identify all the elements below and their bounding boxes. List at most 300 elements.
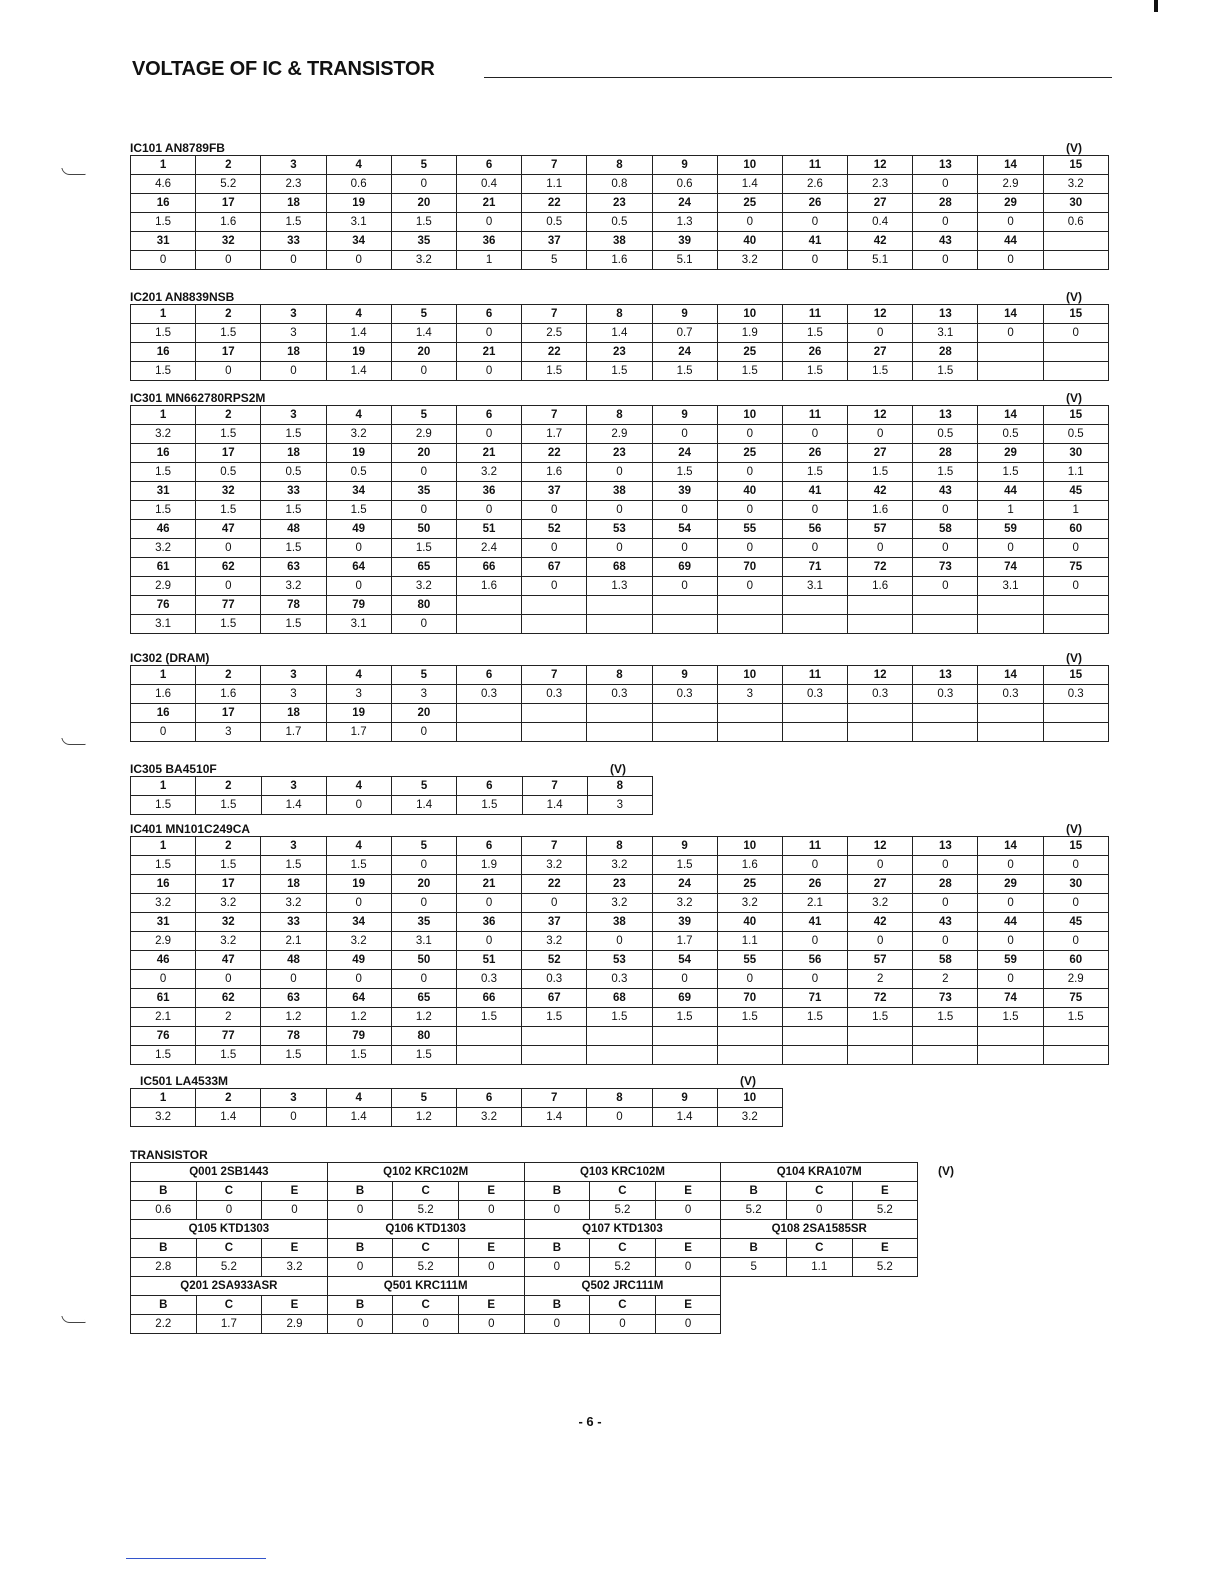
- pin-number-cell: 30: [1043, 875, 1108, 894]
- pin-number-cell: 4: [326, 156, 391, 175]
- voltage-cell: 0: [717, 425, 782, 444]
- pin-number-cell: [978, 704, 1043, 723]
- voltage-cell: 1.6: [456, 577, 521, 596]
- voltage-cell: 0: [913, 894, 978, 913]
- voltage-cell: 0: [717, 539, 782, 558]
- ic-section: [130, 1074, 783, 1127]
- pin-number-cell: 58: [913, 951, 978, 970]
- voltage-cell: 0: [391, 723, 456, 742]
- pin-number-cell: 30: [1043, 194, 1108, 213]
- pin-number-cell: 70: [717, 989, 782, 1008]
- transistor-name: Q103 KRC102M: [524, 1163, 721, 1182]
- pin-number-cell: 58: [913, 520, 978, 539]
- voltage-cell: [652, 615, 717, 634]
- pin-number-cell: 2: [196, 156, 261, 175]
- pin-number-cell: 34: [326, 232, 391, 251]
- ic-name: IC302 (DRAM): [130, 651, 210, 665]
- voltage-cell: 3: [717, 685, 782, 704]
- voltage-cell: 0: [1043, 324, 1108, 343]
- voltage-cell: 1.4: [326, 1108, 391, 1127]
- pin-label: B: [131, 1182, 197, 1201]
- pin-number-cell: 13: [913, 837, 978, 856]
- ic-name: IC201 AN8839NSB: [130, 290, 235, 304]
- voltage-cell: 1.5: [848, 1008, 913, 1027]
- pin-number-cell: 43: [913, 232, 978, 251]
- voltage-cell: 1.6: [131, 685, 196, 704]
- pin-number-cell: 8: [587, 406, 652, 425]
- voltage-cell: [978, 723, 1043, 742]
- pin-number-cell: 54: [652, 951, 717, 970]
- pin-number-cell: 5: [391, 406, 456, 425]
- title-rule: [484, 77, 1112, 78]
- pin-number-cell: 2: [196, 406, 261, 425]
- pin-number-row: [131, 837, 1109, 856]
- voltage-cell: 0: [131, 723, 196, 742]
- voltage-cell: 3.2: [717, 1108, 782, 1127]
- voltage-cell: 1.6: [196, 213, 261, 232]
- voltage-cell: 0: [913, 175, 978, 194]
- voltage-cell: 1.5: [978, 463, 1043, 482]
- voltage-cell: 0: [848, 425, 913, 444]
- voltage-cell: 0: [196, 251, 261, 270]
- voltage-cell: [522, 615, 587, 634]
- pin-number-cell: 39: [652, 913, 717, 932]
- ic-section-header: [130, 290, 1108, 304]
- voltage-cell: 4.6: [131, 175, 196, 194]
- pin-number-cell: [587, 1027, 652, 1046]
- pin-number-cell: 8: [587, 1089, 652, 1108]
- pin-number-cell: 16: [131, 444, 196, 463]
- voltage-cell: 0: [131, 970, 196, 989]
- pin-number-cell: [587, 704, 652, 723]
- voltage-table: [130, 155, 1109, 270]
- voltage-cell: 3.2: [717, 894, 782, 913]
- transistor-name: Q104 KRA107M: [721, 1163, 918, 1182]
- voltage-cell: 1.5: [391, 539, 456, 558]
- voltage-cell: 3: [587, 796, 652, 815]
- pin-number-cell: 7: [522, 406, 587, 425]
- pin-number-cell: 37: [522, 232, 587, 251]
- voltage-cell: 0: [655, 1315, 721, 1334]
- voltage-cell: 1.4: [717, 175, 782, 194]
- voltage-cell: 2.3: [261, 175, 326, 194]
- voltage-cell: 0: [1043, 856, 1108, 875]
- voltage-cell: 1.5: [131, 856, 196, 875]
- voltage-cell: [913, 1046, 978, 1065]
- pin-number-cell: 41: [782, 232, 847, 251]
- voltage-table: [130, 665, 1109, 742]
- voltage-cell: 3.2: [131, 894, 196, 913]
- voltage-cell: 0: [717, 463, 782, 482]
- pin-number-cell: 76: [131, 1027, 196, 1046]
- ic-section: [130, 141, 1109, 270]
- pin-number-cell: 14: [978, 156, 1043, 175]
- pin-number-cell: [456, 1027, 521, 1046]
- voltage-cell: 1.1: [522, 175, 587, 194]
- pin-number-cell: 21: [456, 343, 521, 362]
- voltage-cell: 1.4: [392, 796, 457, 815]
- pin-number-cell: 5: [391, 837, 456, 856]
- voltage-cell: 1.5: [261, 615, 326, 634]
- voltage-cell: 0: [655, 1258, 721, 1277]
- pin-number-cell: [1043, 704, 1108, 723]
- pin-number-cell: 75: [1043, 558, 1108, 577]
- voltage-cell: 3: [391, 685, 456, 704]
- pin-number-cell: 70: [717, 558, 782, 577]
- unit-label: (V): [740, 1074, 756, 1088]
- pin-number-cell: [913, 596, 978, 615]
- voltage-row: [131, 723, 1109, 742]
- pin-number-cell: 3: [261, 1089, 326, 1108]
- empty-cell: [721, 1315, 918, 1334]
- pin-number-cell: 5: [391, 666, 456, 685]
- pin-number-cell: 32: [196, 482, 261, 501]
- voltage-cell: 1.4: [522, 1108, 587, 1127]
- ic-name: IC301 MN662780RPS2M: [130, 391, 266, 405]
- pin-number-cell: 6: [456, 156, 521, 175]
- voltage-cell: 2.8: [131, 1258, 197, 1277]
- pin-number-cell: 63: [261, 558, 326, 577]
- voltage-cell: 1.5: [522, 362, 587, 381]
- pin-number-cell: 13: [913, 305, 978, 324]
- voltage-cell: 1.5: [457, 796, 522, 815]
- pin-number-cell: 2: [196, 837, 261, 856]
- pin-number-cell: 62: [196, 558, 261, 577]
- pin-number-row: [131, 875, 1109, 894]
- voltage-cell: 0: [458, 1315, 524, 1334]
- voltage-cell: 1.2: [391, 1008, 456, 1027]
- voltage-cell: 3.1: [913, 324, 978, 343]
- voltage-cell: 0: [326, 577, 391, 596]
- voltage-cell: 3.2: [391, 251, 456, 270]
- pin-number-cell: 73: [913, 989, 978, 1008]
- voltage-cell: 5: [721, 1258, 787, 1277]
- voltage-cell: 1.5: [782, 1008, 847, 1027]
- voltage-cell: 0.6: [326, 175, 391, 194]
- pin-number-cell: 69: [652, 989, 717, 1008]
- voltage-cell: 0.5: [196, 463, 261, 482]
- voltage-cell: 0.8: [587, 175, 652, 194]
- unit-label: (V): [1066, 290, 1082, 304]
- voltage-cell: 3.1: [391, 932, 456, 951]
- pin-number-cell: 67: [522, 989, 587, 1008]
- transistor-name: Q105 KTD1303: [131, 1220, 328, 1239]
- pin-number-cell: 59: [978, 951, 1043, 970]
- voltage-cell: 0: [524, 1201, 590, 1220]
- pin-number-cell: 47: [196, 520, 261, 539]
- voltage-row: [131, 1046, 1109, 1065]
- pin-number-row: [131, 1027, 1109, 1046]
- pin-number-cell: 14: [978, 305, 1043, 324]
- voltage-cell: 3.2: [262, 1258, 328, 1277]
- pin-number-cell: 38: [587, 482, 652, 501]
- voltage-cell: 0: [524, 1258, 590, 1277]
- transistor-name: Q106 KTD1303: [327, 1220, 524, 1239]
- voltage-cell: 5.1: [652, 251, 717, 270]
- pin-number-cell: 76: [131, 596, 196, 615]
- voltage-cell: 1.6: [848, 577, 913, 596]
- transistor-name-row: [131, 1220, 918, 1239]
- voltage-cell: 1.5: [391, 213, 456, 232]
- pin-number-cell: 3: [261, 406, 326, 425]
- voltage-cell: 0: [848, 539, 913, 558]
- voltage-cell: 2.9: [1043, 970, 1108, 989]
- pin-number-cell: [978, 343, 1043, 362]
- pin-number-cell: 35: [391, 913, 456, 932]
- voltage-table: [130, 1088, 783, 1127]
- pin-label: E: [655, 1296, 721, 1315]
- voltage-cell: 1.5: [326, 1046, 391, 1065]
- pin-number-row: [131, 777, 653, 796]
- voltage-cell: 0: [978, 856, 1043, 875]
- pin-number-cell: 67: [522, 558, 587, 577]
- pin-number-cell: 44: [978, 232, 1043, 251]
- voltage-cell: 1.5: [196, 324, 261, 343]
- voltage-cell: [456, 615, 521, 634]
- pin-number-cell: 20: [391, 875, 456, 894]
- pin-label: C: [196, 1239, 262, 1258]
- voltage-cell: 0: [848, 856, 913, 875]
- pin-number-cell: 66: [456, 989, 521, 1008]
- voltage-cell: 0: [786, 1201, 852, 1220]
- pin-number-cell: 35: [391, 482, 456, 501]
- pin-number-cell: 55: [717, 520, 782, 539]
- pin-number-cell: 68: [587, 989, 652, 1008]
- pin-number-cell: 23: [587, 343, 652, 362]
- voltage-cell: 0: [391, 463, 456, 482]
- pin-number-cell: 24: [652, 444, 717, 463]
- voltage-cell: 0: [587, 1108, 652, 1127]
- pin-number-cell: 78: [261, 1027, 326, 1046]
- pin-number-cell: 19: [326, 444, 391, 463]
- voltage-cell: 0: [522, 894, 587, 913]
- voltage-cell: 5.2: [393, 1201, 459, 1220]
- pin-number-cell: 38: [587, 913, 652, 932]
- pin-label: E: [262, 1182, 328, 1201]
- voltage-cell: 0.3: [848, 685, 913, 704]
- pin-number-cell: 24: [652, 194, 717, 213]
- pin-number-cell: 40: [717, 232, 782, 251]
- voltage-cell: 0.3: [587, 970, 652, 989]
- pin-number-cell: 53: [587, 520, 652, 539]
- voltage-cell: [848, 615, 913, 634]
- pin-number-cell: 8: [587, 156, 652, 175]
- voltage-cell: 3.2: [196, 894, 261, 913]
- pin-number-cell: 17: [196, 704, 261, 723]
- empty-cell: [721, 1296, 918, 1315]
- voltage-cell: [652, 723, 717, 742]
- pin-number-cell: 48: [261, 951, 326, 970]
- pin-number-cell: [652, 1027, 717, 1046]
- pin-number-cell: [522, 1027, 587, 1046]
- pin-label: E: [655, 1182, 721, 1201]
- corner-mark: [1154, 0, 1158, 12]
- pin-number-cell: 61: [131, 558, 196, 577]
- pin-number-cell: [782, 596, 847, 615]
- pin-number-cell: [1043, 596, 1108, 615]
- pin-number-cell: 3: [261, 666, 326, 685]
- ic-section: [130, 651, 1109, 742]
- pin-number-cell: 43: [913, 913, 978, 932]
- transistor-table: [130, 1162, 918, 1334]
- voltage-cell: 3.2: [652, 894, 717, 913]
- pin-label: E: [458, 1296, 524, 1315]
- voltage-cell: [1043, 251, 1108, 270]
- transistor-name-row: [131, 1277, 918, 1296]
- pin-number-cell: 18: [261, 343, 326, 362]
- voltage-cell: 0.3: [587, 685, 652, 704]
- pin-number-cell: 12: [848, 406, 913, 425]
- voltage-cell: 0: [456, 213, 521, 232]
- voltage-cell: 3.2: [522, 856, 587, 875]
- pin-label: B: [524, 1296, 590, 1315]
- transistor-pin-row: [131, 1296, 918, 1315]
- pin-label: B: [721, 1239, 787, 1258]
- pin-number-cell: 25: [717, 444, 782, 463]
- pin-number-row: [131, 558, 1109, 577]
- pin-number-cell: [1043, 343, 1108, 362]
- pin-number-cell: 73: [913, 558, 978, 577]
- transistor-voltage-row: [131, 1315, 918, 1334]
- voltage-cell: 3: [261, 685, 326, 704]
- pin-number-cell: 43: [913, 482, 978, 501]
- pin-number-cell: 45: [1043, 913, 1108, 932]
- pin-number-cell: 11: [782, 666, 847, 685]
- pin-number-cell: 20: [391, 704, 456, 723]
- pin-number-cell: 36: [456, 913, 521, 932]
- pin-label: E: [655, 1239, 721, 1258]
- transistor-name: Q502 JRC111M: [524, 1277, 721, 1296]
- voltage-row: [131, 970, 1109, 989]
- voltage-cell: 1.5: [196, 1046, 261, 1065]
- voltage-cell: 0: [652, 501, 717, 520]
- voltage-cell: 1.1: [786, 1258, 852, 1277]
- voltage-cell: 1.5: [1043, 1008, 1108, 1027]
- voltage-cell: 0: [1043, 577, 1108, 596]
- pin-number-cell: 49: [326, 951, 391, 970]
- voltage-cell: 0: [196, 362, 261, 381]
- voltage-cell: 0: [327, 1201, 393, 1220]
- pin-number-cell: 75: [1043, 989, 1108, 1008]
- pin-number-cell: 27: [848, 875, 913, 894]
- pin-number-cell: 10: [717, 305, 782, 324]
- voltage-cell: [782, 1046, 847, 1065]
- voltage-row: [131, 539, 1109, 558]
- voltage-cell: 1.3: [652, 213, 717, 232]
- voltage-cell: 0: [522, 539, 587, 558]
- voltage-cell: 0: [590, 1315, 656, 1334]
- pin-number-cell: 1: [131, 305, 196, 324]
- pin-number-cell: 9: [652, 156, 717, 175]
- pin-number-cell: 31: [131, 913, 196, 932]
- transistor-section: [130, 1148, 970, 1334]
- voltage-cell: 0: [196, 577, 261, 596]
- pin-number-cell: 5: [391, 305, 456, 324]
- pin-number-cell: 46: [131, 520, 196, 539]
- voltage-cell: 0: [326, 251, 391, 270]
- voltage-cell: 0.4: [456, 175, 521, 194]
- pin-number-row: [131, 194, 1109, 213]
- voltage-cell: 1.5: [782, 463, 847, 482]
- voltage-cell: 0: [655, 1201, 721, 1220]
- pin-number-cell: 63: [261, 989, 326, 1008]
- pin-number-cell: 19: [326, 343, 391, 362]
- voltage-cell: 0: [652, 970, 717, 989]
- voltage-cell: 2.1: [131, 1008, 196, 1027]
- voltage-cell: 1.4: [326, 324, 391, 343]
- voltage-cell: 1.5: [261, 213, 326, 232]
- pin-number-cell: 50: [391, 951, 456, 970]
- pin-number-cell: 10: [717, 406, 782, 425]
- transistor-name: Q201 2SA933ASR: [131, 1277, 328, 1296]
- voltage-cell: 0.3: [522, 970, 587, 989]
- voltage-cell: 0: [652, 425, 717, 444]
- voltage-cell: 1.5: [848, 463, 913, 482]
- pin-number-cell: 11: [782, 305, 847, 324]
- pin-number-cell: 3: [261, 305, 326, 324]
- pin-number-cell: [978, 1027, 1043, 1046]
- voltage-cell: 1.6: [848, 501, 913, 520]
- pin-number-cell: 15: [1043, 406, 1108, 425]
- pin-number-cell: [1043, 1027, 1108, 1046]
- voltage-cell: 1.5: [131, 463, 196, 482]
- voltage-cell: 0.4: [848, 213, 913, 232]
- pin-number-cell: 21: [456, 875, 521, 894]
- pin-number-cell: 79: [326, 596, 391, 615]
- ic-section: [130, 762, 653, 815]
- pin-number-row: [131, 666, 1109, 685]
- pin-number-cell: 7: [522, 1089, 587, 1108]
- voltage-cell: 1.5: [913, 463, 978, 482]
- voltage-cell: 0: [782, 425, 847, 444]
- voltage-cell: 2.9: [391, 425, 456, 444]
- footer-rule: [126, 1558, 266, 1559]
- pin-number-cell: 54: [652, 520, 717, 539]
- pin-number-cell: 5: [392, 777, 457, 796]
- pin-number-cell: 6: [456, 1089, 521, 1108]
- pin-number-cell: [913, 704, 978, 723]
- voltage-cell: 2.2: [131, 1315, 197, 1334]
- voltage-cell: 0: [522, 501, 587, 520]
- voltage-cell: [587, 723, 652, 742]
- pin-number-cell: 36: [456, 232, 521, 251]
- voltage-row: [131, 615, 1109, 634]
- voltage-cell: 5.2: [590, 1201, 656, 1220]
- voltage-cell: 0.3: [456, 970, 521, 989]
- voltage-cell: 0: [782, 501, 847, 520]
- pin-number-cell: 50: [391, 520, 456, 539]
- pin-number-cell: 8: [587, 777, 652, 796]
- voltage-cell: 0: [456, 894, 521, 913]
- voltage-cell: 1.4: [391, 324, 456, 343]
- voltage-cell: 0: [261, 251, 326, 270]
- pin-number-cell: 28: [913, 194, 978, 213]
- pin-number-row: [131, 406, 1109, 425]
- pin-number-cell: 28: [913, 343, 978, 362]
- pin-number-cell: 18: [261, 875, 326, 894]
- transistor-name-row: [131, 1163, 918, 1182]
- pin-number-cell: 22: [522, 444, 587, 463]
- pin-number-cell: 4: [326, 666, 391, 685]
- pin-number-cell: 1: [131, 837, 196, 856]
- pin-number-cell: 3: [261, 156, 326, 175]
- pin-number-cell: 36: [456, 482, 521, 501]
- voltage-cell: 0.5: [326, 463, 391, 482]
- voltage-cell: 1.7: [261, 723, 326, 742]
- pin-number-cell: 9: [652, 666, 717, 685]
- pin-number-cell: 20: [391, 444, 456, 463]
- voltage-cell: 0: [196, 539, 261, 558]
